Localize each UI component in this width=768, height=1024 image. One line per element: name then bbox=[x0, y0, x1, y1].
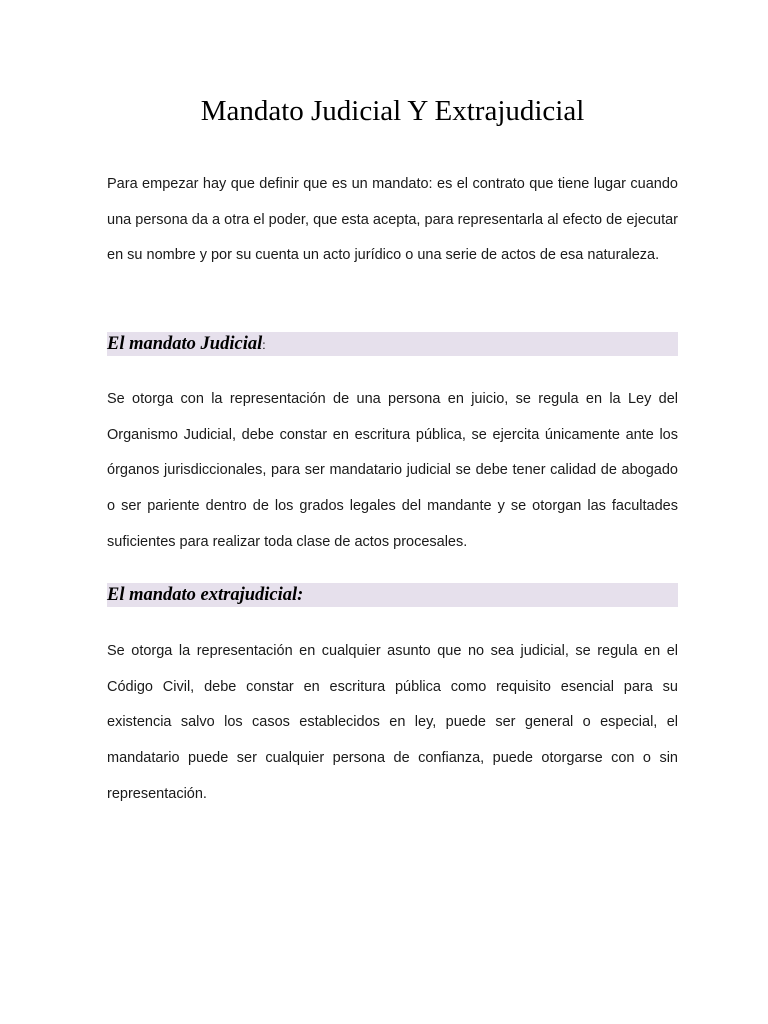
extrajudicial-paragraph: Se otorga la representación en cualquier asunto que no sea judicial, se regula en el Código Civil, debe constar en escritura pública como requisito esencial para su existencia salvo los casos establecidos en ley, puede ser general o especial, el mandatario puede ser cualquier persona de confianza, puede otorgarse con o sin representación. bbox=[107, 643, 678, 802]
section-heading-judicial-colon: : bbox=[262, 338, 266, 352]
section-heading-judicial-text: El mandato Judicial bbox=[107, 334, 263, 354]
intro-paragraph: Para empezar hay que definir que es un mandato: es el contrato que tiene lugar cuando una persona da a otra el poder, que esta acepta, para representarla al efecto de ejecutar en su nombre y por su cuenta un acto jurídico o una serie de actos de esa naturaleza. bbox=[107, 176, 678, 264]
document-title: Mandato Judicial Y Extrajudicial bbox=[200, 95, 585, 127]
section-heading-judicial bbox=[107, 332, 678, 356]
section-heading-extrajudicial: El mandato extrajudicial: bbox=[107, 583, 678, 607]
judicial-paragraph: Se otorga con la representación de una persona en juicio, se regula en la Ley del Organismo Judicial, debe constar en escritura pública, se ejercita únicamente ante los órganos jurisdiccionales, para ser mandatario judicial se debe tener calidad de abogado o ser pariente dentro de los grados legales del mandante y se otorgan las facultades suficientes para realizar toda clase de actos procesales. bbox=[107, 391, 678, 550]
